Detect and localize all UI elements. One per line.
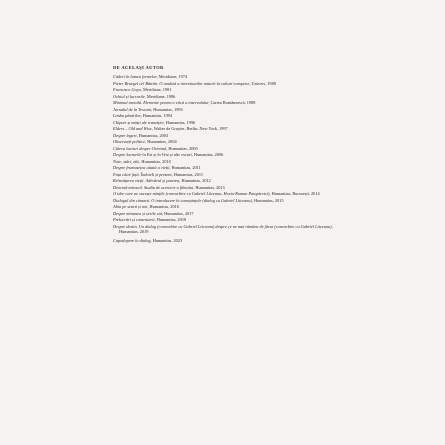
work-entry [113,211,345,216]
work-publisher-year: Humanitas, 2012 [180,178,211,183]
work-title: Francisco Goya, [113,87,142,92]
work-publisher-year: Walter de Gruyter, Berlin–New York, 1997 [152,126,228,131]
work-publisher-year: Humanitas, 2004 [146,139,177,144]
work-title: Prelucrări și comentarii, [113,217,156,222]
work-publisher-year: Meridiane, 1986 [145,93,176,99]
work-publisher-year: Univers, 1980 [250,80,276,86]
work-title: Despre frumusețea uitată a vieții, [113,165,171,170]
work-publisher-year: Humanitas, 2006 [192,152,224,157]
works-list [113,74,345,244]
work-title: Note, stări, zile, [113,158,141,164]
work-title: Căderi în lumea formelor, [113,74,158,79]
work-publisher-year: Humanitas, 2003 [137,132,169,138]
work-title: Reînvățarea vieții. Adevărul și puterea, [113,178,181,183]
work-entry [113,146,345,151]
work-title: Chipuri și măști ale tranziției, [113,119,165,125]
work-title: Ochiul și lucrurile, [113,93,146,99]
work-entry [113,224,345,235]
work-title: Limba păsărilor, [113,113,142,118]
work-title: Elders – Old and Wise, [113,126,153,131]
work-title: Fața către față. Îndoieli și prezent, [113,171,173,177]
work-publisher-year: Humanitas, 2005 [167,145,198,151]
work-publisher-year: Humanitas, 2015 [253,197,284,203]
work-title: Observații politice, [113,139,147,144]
work-publisher-year: Humanitas, 1996 [164,119,196,125]
work-entry [113,185,345,190]
work-publisher-year: Humanitas, 2018 [155,217,187,222]
work-entry [113,204,345,209]
work-entry [113,165,345,170]
work-publisher-year: Meridiane, 1981 [141,87,172,92]
work-publisher-year: Humanitas, 2010 [140,158,171,164]
work-title: Despre lucrurile în Est și în Vest și alte eseuri, [113,152,193,157]
work-entry [113,238,345,243]
work-title: Câteva lucruri despre Orientul, [113,145,168,151]
section-title: DE ACELAȘI AUTOR [113,65,164,70]
work-entry [113,100,345,105]
work-publisher-year: Humanitas, 2016 [148,204,179,209]
work-publisher-year: Cartea Românească, 1988 [209,100,256,105]
work-entry [113,81,345,86]
work-entry [113,198,345,203]
work-publisher-year: Humanitas, 2013 [194,184,225,190]
work-publisher-year: Humanitas, 1994 [141,113,173,118]
work-entry [113,94,345,99]
work-entry [113,120,345,125]
work-title: Minimul morală. Elemente pentru o etică a intervalului, [113,100,210,105]
work-entry [113,74,345,79]
work-publisher-year: Humanitas, 2023 [151,238,183,244]
work-title: Pieter Bruegel cel Bătrân. O analiză a inversiunilor naturii în culturi europene, [113,80,251,86]
work-title: Abia pe seară și noi, [113,204,149,209]
work-publisher-year: Meridiane, 1974 [157,74,188,79]
work-entry [113,191,345,196]
work-title: Despre destin. Un dialog (convorbire cu Gabriel Liiceanu) despre ce ne mai rămâne de făcut (convorbire cu Gabriel Liiceanu), [113,223,333,229]
work-title: O idee care ne sucește mințile (convorbire cu Gabriel Liiceanu, Horia-Roman Patapievici), [113,191,271,196]
book-list-section [113,65,345,245]
work-title: Capodopere în dialog, [113,238,152,244]
work-title: Despre minunea și serile cât, [113,210,164,216]
work-title: Desenul-miracol. Studiu de ucenicie a filmului, [113,184,195,190]
work-publisher-year: Humanitas, 2017 [163,210,194,216]
work-entry [113,87,345,92]
work-entry [113,159,345,164]
work-title: Jurnalul de la Tescani, [113,106,153,112]
work-entry [113,152,345,157]
work-entry [113,172,345,177]
work-entry [113,217,345,222]
work-entry [113,178,345,183]
work-entry [113,126,345,131]
work-title: Dialogul din cămară. O introducere în cunoștințele (dialog cu Gabriel Liiceanu), [113,197,254,203]
work-publisher-year: Humanitas, 2011 [172,171,203,177]
work-publisher-year: Humanitas, 2019 [119,228,149,234]
work-publisher-year: Humanitas, 1993 [152,106,183,112]
work-entry [113,139,345,144]
work-entry [113,133,345,138]
work-publisher-year: Humanitas, București, 2014 [270,191,320,196]
work-entry [113,113,345,118]
work-publisher-year: Humanitas, 2011 [170,165,201,170]
work-title: Despre îngeri, [113,132,138,138]
work-entry [113,107,345,112]
